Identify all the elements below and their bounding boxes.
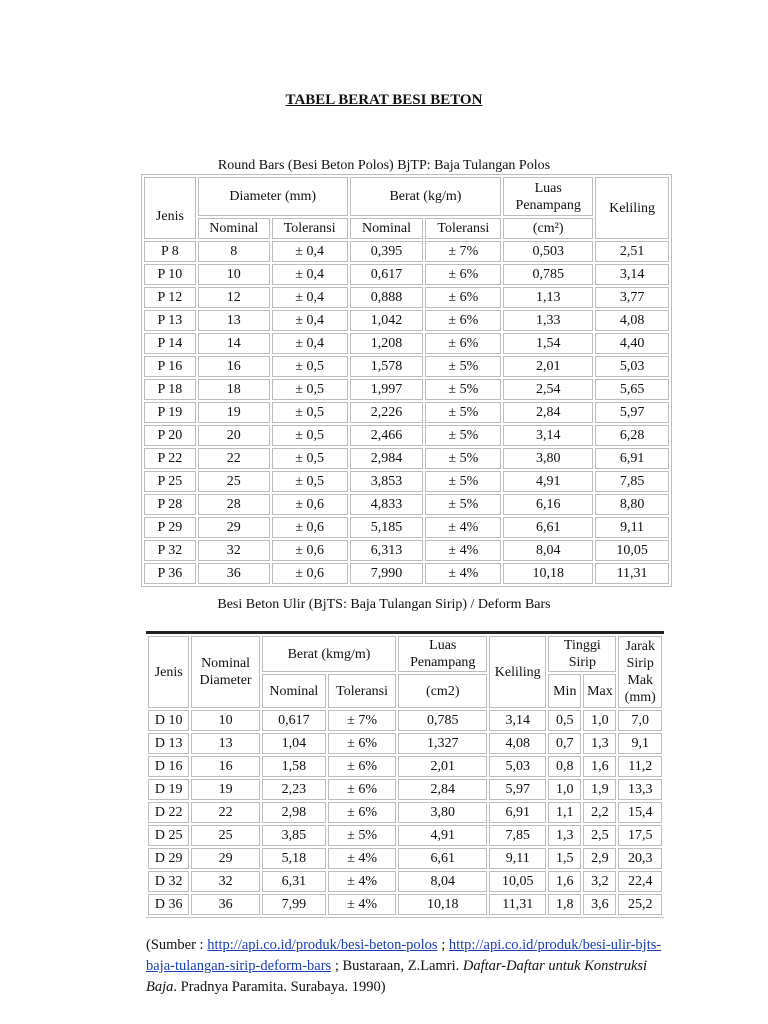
- cell-diameter-nominal: 29: [198, 517, 270, 538]
- table-row: [148, 802, 662, 823]
- cell-luas: 2,01: [503, 356, 593, 377]
- cell-jarak-sirip: 13,3: [618, 779, 662, 800]
- cell-diameter-toleransi: ± 0,5: [272, 448, 348, 469]
- cell-berat-toleransi: ± 5%: [425, 471, 501, 492]
- table-row: [144, 494, 669, 515]
- cell-berat-toleransi: ± 5%: [425, 379, 501, 400]
- cell-tinggi-min: 1,8: [548, 894, 581, 915]
- cell-diameter-nominal: 19: [198, 402, 270, 423]
- table-row: [144, 517, 669, 538]
- cell-keliling: 7,85: [595, 471, 669, 492]
- cell-diameter-toleransi: ± 0,5: [272, 379, 348, 400]
- cell-berat-toleransi: ± 6%: [425, 333, 501, 354]
- cell-diameter-nominal: 14: [198, 333, 270, 354]
- header-tinggi-sirip: Tinggi Sirip: [548, 636, 616, 672]
- cell-tinggi-max: 2,9: [583, 848, 616, 869]
- cell-berat-toleransi: ± 4%: [328, 894, 396, 915]
- cell-berat-toleransi: ± 4%: [328, 871, 396, 892]
- cell-diameter-toleransi: ± 0,5: [272, 402, 348, 423]
- cell-keliling: 4,08: [489, 733, 546, 754]
- cell-keliling: 11,31: [489, 894, 546, 915]
- cell-jenis: D 36: [148, 894, 189, 915]
- cell-nominal-diameter: 25: [191, 825, 259, 846]
- cell-keliling: 9,11: [595, 517, 669, 538]
- header-max: Max: [583, 674, 616, 708]
- cell-keliling: 7,85: [489, 825, 546, 846]
- cell-jenis: P 29: [144, 517, 196, 538]
- deform-bars-body: [148, 710, 662, 915]
- header-jarak-sirip: Jarak Sirip Mak (mm): [618, 636, 662, 708]
- table-row: [148, 710, 662, 731]
- table-row: [144, 287, 669, 308]
- cell-keliling: 2,51: [595, 241, 669, 262]
- cell-luas: 10,18: [503, 563, 593, 584]
- table-row: [144, 333, 669, 354]
- cell-berat-nominal: 2,226: [350, 402, 424, 423]
- cell-berat-nominal: 6,313: [350, 540, 424, 561]
- document-title: TABEL BERAT BESI BETON: [285, 92, 483, 108]
- cell-luas: 1,327: [398, 733, 487, 754]
- cell-jenis: P 8: [144, 241, 196, 262]
- source-link-ulir[interactable]: http://api.co.id/produk/besi-ulir-bjts-baja-tulangan-sirip-deform-bars: [146, 937, 662, 974]
- header-jenis: Jenis: [148, 636, 189, 708]
- cell-berat-toleransi: ± 5%: [328, 825, 396, 846]
- round-bars-body: [144, 241, 669, 584]
- cell-berat-toleransi: ± 4%: [425, 563, 501, 584]
- cell-luas: 6,61: [398, 848, 487, 869]
- cell-berat-nominal: 2,984: [350, 448, 424, 469]
- cell-luas: 10,18: [398, 894, 487, 915]
- cell-berat-nominal: 5,185: [350, 517, 424, 538]
- cell-diameter-nominal: 22: [198, 448, 270, 469]
- cell-luas: 0,785: [503, 264, 593, 285]
- cell-luas: 1,13: [503, 287, 593, 308]
- cell-luas: 6,16: [503, 494, 593, 515]
- cell-diameter-toleransi: ± 0,4: [272, 287, 348, 308]
- cell-tinggi-max: 3,2: [583, 871, 616, 892]
- table-row: [144, 425, 669, 446]
- cell-berat-nominal: 5,18: [262, 848, 326, 869]
- header-min: Min: [548, 674, 581, 708]
- cell-tinggi-min: 1,3: [548, 825, 581, 846]
- cell-jenis: P 12: [144, 287, 196, 308]
- source-link-polos[interactable]: http://api.co.id/produk/besi-beton-polos: [207, 937, 438, 953]
- cell-tinggi-min: 1,5: [548, 848, 581, 869]
- cell-diameter-toleransi: ± 0,4: [272, 241, 348, 262]
- cell-berat-toleransi: ± 6%: [328, 733, 396, 754]
- cell-keliling: 6,28: [595, 425, 669, 446]
- table-row: [144, 310, 669, 331]
- cell-berat-toleransi: ± 6%: [328, 779, 396, 800]
- header-keliling: Keliling: [489, 636, 546, 708]
- cell-keliling: 3,14: [595, 264, 669, 285]
- cell-berat-nominal: 1,578: [350, 356, 424, 377]
- cell-tinggi-max: 1,6: [583, 756, 616, 777]
- cell-jenis: P 28: [144, 494, 196, 515]
- header-luas: Luas Penampang: [398, 636, 487, 672]
- table-row: [144, 471, 669, 492]
- cell-keliling: 9,11: [489, 848, 546, 869]
- table-row: [148, 733, 662, 754]
- cell-nominal-diameter: 32: [191, 871, 259, 892]
- cell-diameter-nominal: 13: [198, 310, 270, 331]
- header-berat-toleransi: Toleransi: [425, 218, 501, 239]
- cell-berat-nominal: 0,617: [262, 710, 326, 731]
- cell-nominal-diameter: 10: [191, 710, 259, 731]
- cell-berat-toleransi: ± 5%: [425, 448, 501, 469]
- cell-keliling: 4,08: [595, 310, 669, 331]
- cell-diameter-nominal: 16: [198, 356, 270, 377]
- table-row: [144, 540, 669, 561]
- cell-keliling: 10,05: [595, 540, 669, 561]
- header-jenis: Jenis: [144, 177, 196, 239]
- cell-keliling: 5,97: [595, 402, 669, 423]
- cell-berat-nominal: 6,31: [262, 871, 326, 892]
- cell-berat-nominal: 1,042: [350, 310, 424, 331]
- table-row: [144, 379, 669, 400]
- cell-diameter-toleransi: ± 0,5: [272, 356, 348, 377]
- cell-berat-nominal: 1,04: [262, 733, 326, 754]
- cell-jenis: P 18: [144, 379, 196, 400]
- cell-luas: 4,91: [503, 471, 593, 492]
- table-row: [148, 848, 662, 869]
- cell-jenis: D 19: [148, 779, 189, 800]
- cell-luas: 2,84: [398, 779, 487, 800]
- cell-tinggi-max: 2,5: [583, 825, 616, 846]
- cell-jenis: P 19: [144, 402, 196, 423]
- cell-tinggi-max: 2,2: [583, 802, 616, 823]
- cell-jarak-sirip: 15,4: [618, 802, 662, 823]
- cell-berat-nominal: 2,23: [262, 779, 326, 800]
- cell-berat-nominal: 4,833: [350, 494, 424, 515]
- cell-berat-toleransi: ± 5%: [425, 494, 501, 515]
- cell-berat-toleransi: ± 4%: [328, 848, 396, 869]
- header-berat-nominal: Nominal: [262, 674, 326, 708]
- table-row: [144, 356, 669, 377]
- cell-keliling: 4,40: [595, 333, 669, 354]
- cell-berat-nominal: 1,58: [262, 756, 326, 777]
- cell-berat-toleransi: ± 6%: [425, 310, 501, 331]
- table-row: [148, 825, 662, 846]
- cell-diameter-nominal: 18: [198, 379, 270, 400]
- header-luas-unit: (cm²): [503, 218, 593, 239]
- source-book-title: Daftar-Daftar untuk Konstruksi Baja: [146, 958, 648, 995]
- deform-bars-table: [146, 631, 664, 918]
- cell-berat-toleransi: ± 4%: [425, 517, 501, 538]
- cell-tinggi-max: 1,9: [583, 779, 616, 800]
- cell-tinggi-min: 1,0: [548, 779, 581, 800]
- cell-tinggi-min: 0,8: [548, 756, 581, 777]
- cell-luas: 6,61: [503, 517, 593, 538]
- cell-jenis: D 13: [148, 733, 189, 754]
- cell-berat-nominal: 0,888: [350, 287, 424, 308]
- cell-berat-nominal: 2,98: [262, 802, 326, 823]
- source-author: ; Bustaraan, Z.Lamri.: [331, 958, 463, 974]
- table1-caption: Round Bars (Besi Beton Polos) BjTP: Baja Tulangan Polos: [217, 158, 551, 173]
- cell-diameter-toleransi: ± 0,4: [272, 333, 348, 354]
- cell-keliling: 5,03: [489, 756, 546, 777]
- cell-diameter-toleransi: ± 0,5: [272, 425, 348, 446]
- cell-nominal-diameter: 13: [191, 733, 259, 754]
- cell-diameter-toleransi: ± 0,5: [272, 471, 348, 492]
- source-citation: [146, 935, 676, 998]
- cell-diameter-nominal: 10: [198, 264, 270, 285]
- cell-berat-toleransi: ± 6%: [425, 287, 501, 308]
- header-keliling: Keliling: [595, 177, 669, 239]
- source-separator: ;: [437, 937, 449, 953]
- cell-keliling: 5,97: [489, 779, 546, 800]
- header-diameter-nominal: Nominal: [198, 218, 270, 239]
- table-row: [148, 779, 662, 800]
- table-row: [148, 756, 662, 777]
- cell-nominal-diameter: 36: [191, 894, 259, 915]
- cell-jenis: D 16: [148, 756, 189, 777]
- cell-jenis: P 16: [144, 356, 196, 377]
- cell-berat-toleransi: ± 7%: [425, 241, 501, 262]
- cell-luas: 3,14: [503, 425, 593, 446]
- cell-jarak-sirip: 9,1: [618, 733, 662, 754]
- header-diameter-toleransi: Toleransi: [272, 218, 348, 239]
- cell-jenis: D 22: [148, 802, 189, 823]
- table-row: [144, 563, 669, 584]
- cell-tinggi-max: 1,0: [583, 710, 616, 731]
- cell-jenis: P 20: [144, 425, 196, 446]
- cell-diameter-toleransi: ± 0,6: [272, 494, 348, 515]
- source-prefix: (Sumber :: [146, 937, 208, 953]
- cell-jarak-sirip: 17,5: [618, 825, 662, 846]
- cell-tinggi-max: 1,3: [583, 733, 616, 754]
- table-row: [144, 264, 669, 285]
- cell-jarak-sirip: 11,2: [618, 756, 662, 777]
- table-row: [148, 871, 662, 892]
- cell-berat-nominal: 1,208: [350, 333, 424, 354]
- cell-tinggi-min: 0,5: [548, 710, 581, 731]
- cell-jenis: D 32: [148, 871, 189, 892]
- cell-keliling: 11,31: [595, 563, 669, 584]
- cell-berat-nominal: 3,85: [262, 825, 326, 846]
- cell-luas: 2,84: [503, 402, 593, 423]
- cell-jenis: P 14: [144, 333, 196, 354]
- header-berat: Berat (kmg/m): [262, 636, 397, 672]
- cell-jarak-sirip: 25,2: [618, 894, 662, 915]
- cell-diameter-toleransi: ± 0,6: [272, 563, 348, 584]
- cell-berat-nominal: 0,617: [350, 264, 424, 285]
- cell-berat-nominal: 7,99: [262, 894, 326, 915]
- header-berat-toleransi: Toleransi: [328, 674, 396, 708]
- cell-tinggi-min: 0,7: [548, 733, 581, 754]
- cell-jenis: P 13: [144, 310, 196, 331]
- cell-keliling: 6,91: [489, 802, 546, 823]
- cell-diameter-nominal: 8: [198, 241, 270, 262]
- cell-luas: 2,54: [503, 379, 593, 400]
- cell-tinggi-min: 1,1: [548, 802, 581, 823]
- header-luas-unit: (cm2): [398, 674, 487, 708]
- table-row: [144, 402, 669, 423]
- cell-nominal-diameter: 16: [191, 756, 259, 777]
- cell-luas: 0,503: [503, 241, 593, 262]
- cell-luas: 8,04: [503, 540, 593, 561]
- cell-berat-nominal: 3,853: [350, 471, 424, 492]
- cell-jenis: P 22: [144, 448, 196, 469]
- cell-diameter-toleransi: ± 0,4: [272, 310, 348, 331]
- cell-berat-toleransi: ± 5%: [425, 402, 501, 423]
- cell-berat-nominal: 1,997: [350, 379, 424, 400]
- cell-keliling: 6,91: [595, 448, 669, 469]
- cell-berat-toleransi: ± 6%: [425, 264, 501, 285]
- cell-luas: 2,01: [398, 756, 487, 777]
- cell-jenis: D 10: [148, 710, 189, 731]
- cell-luas: 3,80: [503, 448, 593, 469]
- cell-luas: 1,33: [503, 310, 593, 331]
- cell-diameter-nominal: 25: [198, 471, 270, 492]
- cell-tinggi-max: 3,6: [583, 894, 616, 915]
- cell-berat-toleransi: ± 6%: [328, 756, 396, 777]
- cell-jenis: P 36: [144, 563, 196, 584]
- cell-luas: 1,54: [503, 333, 593, 354]
- cell-diameter-toleransi: ± 0,6: [272, 517, 348, 538]
- cell-nominal-diameter: 19: [191, 779, 259, 800]
- round-bars-table: [141, 174, 672, 587]
- cell-jarak-sirip: 22,4: [618, 871, 662, 892]
- cell-jarak-sirip: 7,0: [618, 710, 662, 731]
- cell-keliling: 5,03: [595, 356, 669, 377]
- cell-keliling: 3,77: [595, 287, 669, 308]
- cell-berat-toleransi: ± 6%: [328, 802, 396, 823]
- cell-diameter-toleransi: ± 0,6: [272, 540, 348, 561]
- header-berat-nominal: Nominal: [350, 218, 424, 239]
- cell-keliling: 8,80: [595, 494, 669, 515]
- cell-jenis: P 10: [144, 264, 196, 285]
- header-luas: Luas Penampang: [503, 177, 593, 216]
- cell-tinggi-min: 1,6: [548, 871, 581, 892]
- source-publisher: . Pradnya Paramita. Surabaya. 1990): [173, 979, 386, 995]
- cell-berat-nominal: 0,395: [350, 241, 424, 262]
- cell-luas: 3,80: [398, 802, 487, 823]
- cell-luas: 0,785: [398, 710, 487, 731]
- cell-keliling: 3,14: [489, 710, 546, 731]
- cell-diameter-nominal: 20: [198, 425, 270, 446]
- cell-diameter-nominal: 28: [198, 494, 270, 515]
- cell-keliling: 10,05: [489, 871, 546, 892]
- cell-diameter-nominal: 32: [198, 540, 270, 561]
- cell-diameter-nominal: 12: [198, 287, 270, 308]
- cell-berat-toleransi: ± 7%: [328, 710, 396, 731]
- cell-diameter-nominal: 36: [198, 563, 270, 584]
- table-row: [148, 894, 662, 915]
- cell-berat-nominal: 2,466: [350, 425, 424, 446]
- cell-berat-nominal: 7,990: [350, 563, 424, 584]
- cell-nominal-diameter: 22: [191, 802, 259, 823]
- table-row: [144, 448, 669, 469]
- cell-diameter-toleransi: ± 0,4: [272, 264, 348, 285]
- header-diameter: Diameter (mm): [198, 177, 348, 216]
- cell-jenis: D 25: [148, 825, 189, 846]
- header-berat: Berat (kg/m): [350, 177, 502, 216]
- cell-jarak-sirip: 20,3: [618, 848, 662, 869]
- table-row: [144, 241, 669, 262]
- cell-jenis: D 29: [148, 848, 189, 869]
- cell-keliling: 5,65: [595, 379, 669, 400]
- cell-berat-toleransi: ± 5%: [425, 356, 501, 377]
- cell-luas: 4,91: [398, 825, 487, 846]
- cell-berat-toleransi: ± 5%: [425, 425, 501, 446]
- cell-jenis: P 32: [144, 540, 196, 561]
- table2-caption: Besi Beton Ulir (BjTS: Baja Tulangan Sirip) / Deform Bars: [217, 597, 551, 612]
- cell-nominal-diameter: 29: [191, 848, 259, 869]
- cell-jenis: P 25: [144, 471, 196, 492]
- cell-luas: 8,04: [398, 871, 487, 892]
- cell-berat-toleransi: ± 4%: [425, 540, 501, 561]
- header-nominal-diameter: Nominal Diameter: [191, 636, 259, 708]
